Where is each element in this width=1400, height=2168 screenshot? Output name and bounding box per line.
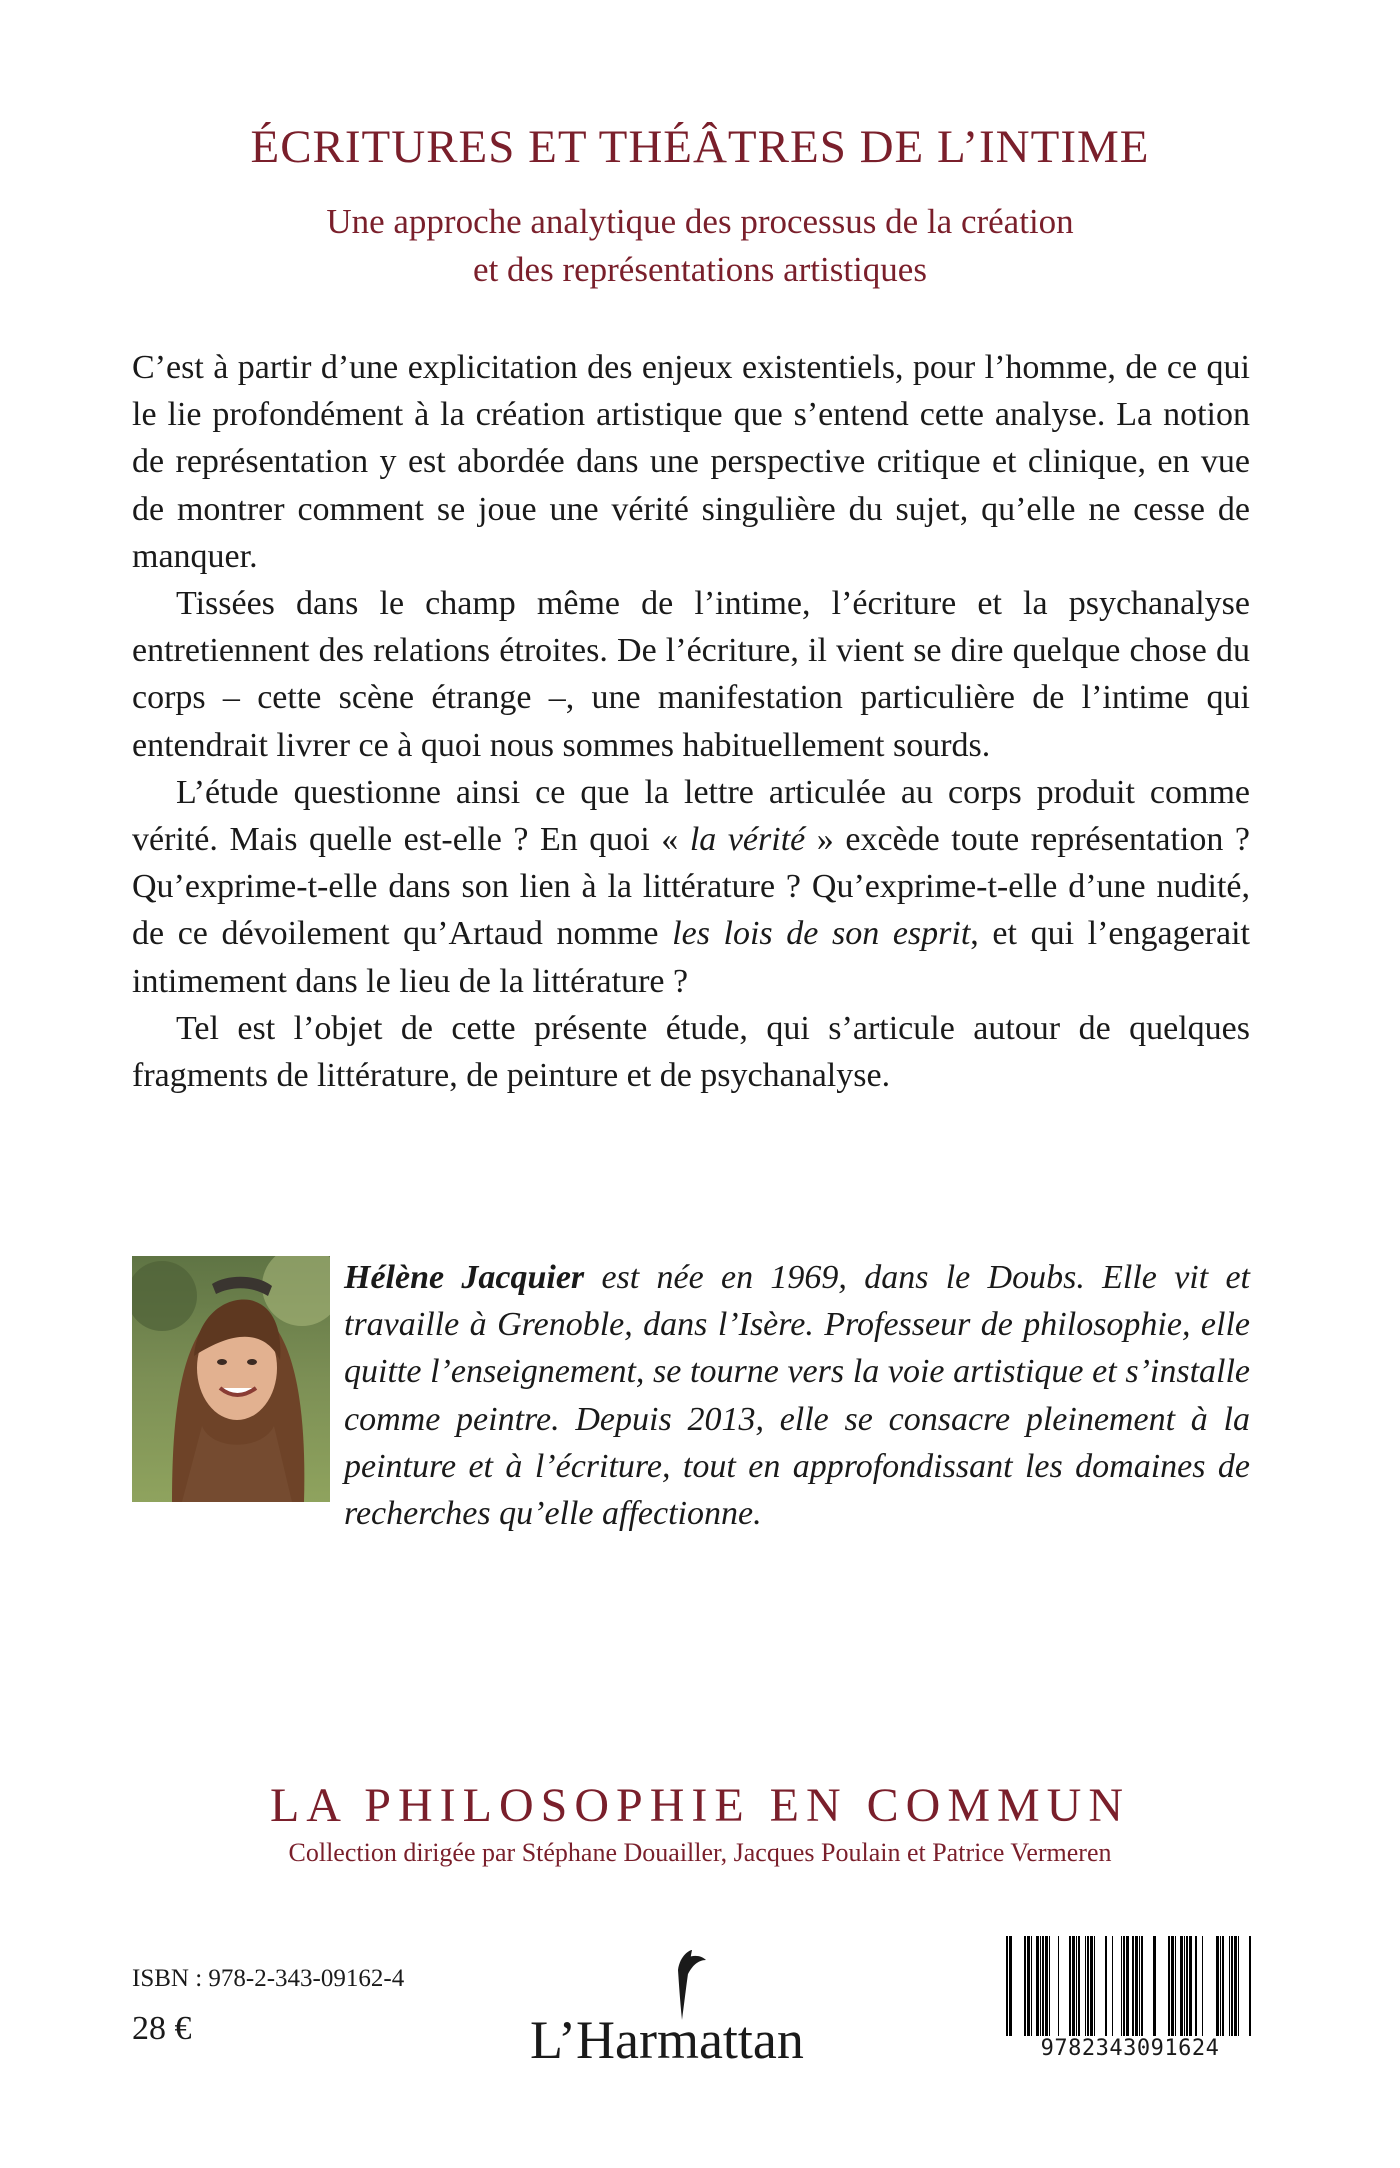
barcode-bar — [1087, 1936, 1089, 2036]
barcode-bar — [1238, 1936, 1239, 2036]
barcode-bar — [1024, 1936, 1026, 2036]
barcode-bar — [1195, 1936, 1197, 2036]
barcode-bar — [1094, 1936, 1095, 2036]
barcode-bar — [1076, 1936, 1077, 2036]
paragraph-segment: L’étude questionne ainsi ce que la lettre articulée au corps produit comme vérité. Mais quelle est-elle ? En quoi « — [132, 773, 1250, 859]
barcode-bar — [1040, 1936, 1041, 2036]
barcode-bar — [1231, 1936, 1233, 2036]
logo-flourish-icon — [686, 1956, 706, 1974]
barcode-bar — [1069, 1936, 1071, 2036]
barcode-bar — [1186, 1936, 1188, 2036]
barcode-bar — [1123, 1936, 1125, 2036]
collection-directors: Collection dirigée par Stéphane Douailler, Jacques Poulain et Patrice Vermeren — [288, 1838, 1112, 1867]
barcode-bar — [1085, 1936, 1086, 2036]
price: 28 € — [132, 2010, 192, 2047]
barcode-bar — [1175, 1936, 1176, 2036]
isbn: ISBN : 978-2-343-09162-4 — [132, 1965, 405, 1992]
summary-paragraph: Tissées dans le champ même de l’intime, l’écriture et la psychanalyse entretiennent des relations étroites. De l’écriture, il vient se dire quelque chose du corps – cette scène étrange –, une manifestation particulière de l’intime qui entendrait livrer ce à quoi nous sommes habituellement sourds. — [132, 585, 1250, 764]
barcode-bar — [1126, 1936, 1129, 2036]
barcode-bar — [1058, 1936, 1059, 2036]
publisher-name: L’Harmattan — [530, 2010, 804, 2070]
barcode-bar — [1078, 1936, 1080, 2036]
photo-wrap-spacer — [132, 1254, 332, 1504]
barcode-bar — [1027, 1936, 1030, 2036]
barcode-bar — [1090, 1936, 1093, 2036]
barcode-bar — [1168, 1936, 1170, 2036]
barcode-bar — [1112, 1936, 1113, 2036]
barcode-bar — [1031, 1936, 1032, 2036]
barcode-bar — [1049, 1936, 1050, 2036]
author-bio-text: est née en 1969, dans le Doubs. Elle vit et travaille à Grenoble, dans l’Isère. Professeur de philosophie, elle quitte l’enseignement, se tourne vers la voie artistique et s’installe comme peintre. Depuis 2013, elle se consacre pleinement à la peinture et à l’écriture, tout en approfondissant les domaines de recherches qu’elle affectionne. — [344, 1259, 1251, 1533]
quoted-italic-phrase: la vérité — [689, 821, 806, 859]
barcode-bar — [1180, 1936, 1183, 2036]
barcode-bar — [1189, 1936, 1192, 2036]
barcode-bar — [1009, 1936, 1012, 2036]
italic-title-phrase: les lois de son esprit — [672, 915, 971, 953]
barcode-bar — [1153, 1936, 1156, 2036]
barcode-bar — [1135, 1936, 1138, 2036]
book-title: ÉCRITURES ET THÉÂTRES DE L’INTIME — [250, 121, 1150, 173]
barcode-bar — [1139, 1936, 1140, 2036]
barcode-bar — [1105, 1936, 1107, 2036]
barcode-bar — [1036, 1936, 1039, 2036]
barcode-bar — [1229, 1936, 1230, 2036]
barcode-bar — [1072, 1936, 1075, 2036]
barcode-digits: 9782343091624 — [1000, 2036, 1260, 2061]
barcode-bar — [1121, 1936, 1122, 2036]
barcode-bar — [1141, 1936, 1143, 2036]
barcode-bar — [1222, 1936, 1224, 2036]
barcode-bar — [1202, 1936, 1203, 2036]
barcode-bar — [1216, 1936, 1219, 2036]
collection-name: LA PHILOSOPHIE EN COMMUN — [269, 1779, 1131, 1832]
back-cover-summary — [132, 344, 1250, 1099]
subtitle-line: et des représentations artistiques — [473, 250, 927, 289]
summary-paragraph — [132, 769, 1250, 1005]
barcode-bar — [1184, 1936, 1185, 2036]
barcode-bar — [1234, 1936, 1237, 2036]
author-biography — [132, 1254, 1250, 1537]
barcode-bar — [1045, 1936, 1048, 2036]
summary-paragraph: Tel est l’objet de cette présente étude, qui s’articule autour de quelques fragments de littérature, de peinture et de psychanalyse. — [132, 1009, 1250, 1095]
subtitle-line: Une approche analytique des processus de la création — [326, 202, 1074, 241]
barcode-bar — [1249, 1936, 1251, 2036]
summary-paragraph: C’est à partir d’une explicitation des enjeux existentiels, pour l’homme, de ce qui le lie profondément à la création artistique que s’entend cette analyse. La notion de représentation y est abordée dans une perspective critique et clinique, en vue de montrer comment se joue une vérité singulière du sujet, qu’elle ne cesse de manquer. — [132, 349, 1250, 575]
book-subtitle — [0, 198, 1400, 294]
publisher-logo — [530, 1950, 860, 2070]
paragraph-segment: , et qui l’engagerait intimement dans le lieu de la littérature ? — [132, 915, 1250, 1000]
author-name: Hélène Jacquier — [344, 1259, 585, 1296]
barcode-bar — [1220, 1936, 1221, 2036]
barcode-bar — [1171, 1936, 1174, 2036]
barcode-bar — [1132, 1936, 1134, 2036]
barcode-bar — [1042, 1936, 1044, 2036]
paragraph-segment: » excède toute représentation ? Qu’exprime-t-elle dans son lien à la littérature ? Qu’exprime-t-elle d’une nudité, de ce dévoilement qu’Artaud nomme — [132, 821, 1251, 953]
barcode-bar — [1006, 1936, 1008, 2036]
